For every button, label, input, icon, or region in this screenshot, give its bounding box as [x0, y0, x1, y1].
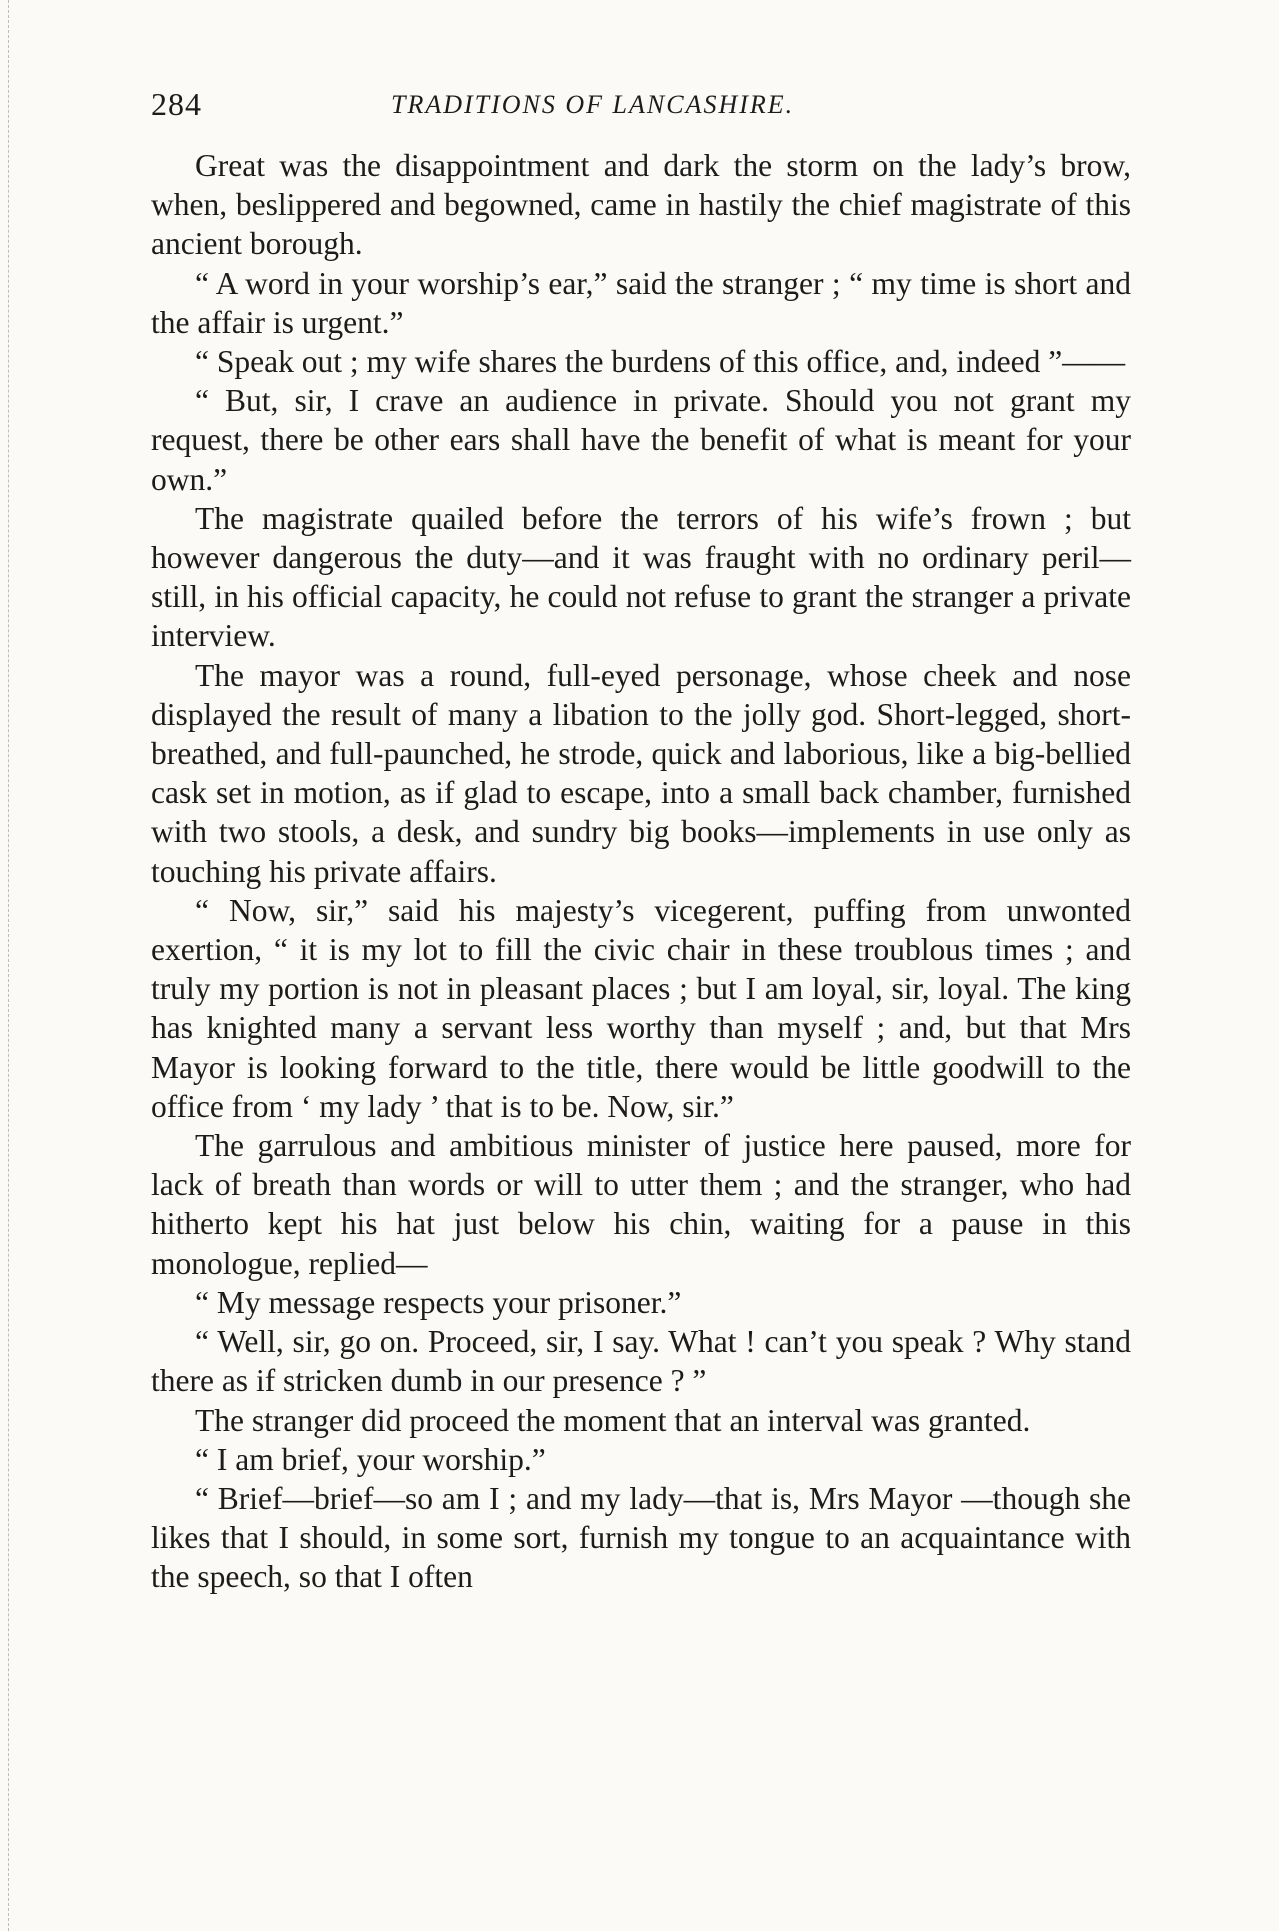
book-page [151, 86, 1131, 1597]
paragraph: Great was the disappointment and dark the storm on the lady’s brow, when, beslippered and begowned, came in hastily the chief magistrate of this ancient borough. [151, 148, 1131, 262]
paragraph: “ My message respects your prisoner.” [195, 1284, 682, 1320]
paragraph: “ A word in your worship’s ear,” said the stranger ; “ my time is short and the affair is urgent.” [151, 265, 1131, 340]
running-title: TRADITIONS OF LANCASHIRE. [391, 90, 795, 119]
body-text [151, 146, 1131, 1597]
paragraph: The magistrate quailed before the terrors of his wife’s frown ; but however dangerous the duty—and it was fraught with no ordinary peril—still, in his official capacity, he could not refuse to grant the stranger a private interview. [151, 500, 1131, 654]
page-number: 284 [151, 86, 202, 122]
paragraph: “ Now, sir,” said his majesty’s vicegerent, puffing from unwonted exertion, “ it is my lot to fill the civic chair in these troublous times ; and truly my portion is not in pleasant places ; but I am loyal, sir, loyal. The king has knighted many a servant less worthy than myself ; and, but that Mrs Mayor is looking forward to the title, there would be little goodwill to the office from ‘ my lady ’ that is to be. Now, sir.” [151, 892, 1131, 1124]
page-gutter-line [8, 0, 10, 1931]
paragraph: The mayor was a round, full-eyed personage, whose cheek and nose displayed the result of many a libation to the jolly god. Short-legged, short-breathed, and full-paunched, he strode, quick and laborious, like a big-bellied cask set in motion, as if glad to escape, into a small back chamber, furnished with two stools, a desk, and sundry big books—implements in use only as touching his private affairs. [151, 657, 1131, 889]
paragraph: The stranger did proceed the moment that an interval was granted. [195, 1402, 1031, 1438]
page-header [151, 86, 1131, 146]
paragraph: “ But, sir, I crave an audience in private. Should you not grant my request, there be other ears shall have the benefit of what is meant for your own.” [151, 383, 1131, 497]
paragraph: “ Speak out ; my wife shares the burdens of this office, and, indeed ”—— [195, 344, 1126, 380]
paragraph: The garrulous and ambitious minister of justice here paused, more for lack of breath than words or will to utter them ; and the stranger, who had hitherto kept his hat just below his chin, waiting for a pause in this monologue, replied— [151, 1128, 1131, 1281]
paragraph: “ Well, sir, go on. Proceed, sir, I say. What ! can’t you speak ? Why stand there as if stricken dumb in our presence ? ” [151, 1324, 1131, 1399]
paragraph: “ I am brief, your worship.” [195, 1441, 546, 1477]
paragraph: “ Brief—brief—so am I ; and my lady—that is, Mrs Mayor —though she likes that I should, in some sort, furnish my tongue to an acquaintance with the speech, so that I often [151, 1480, 1131, 1595]
